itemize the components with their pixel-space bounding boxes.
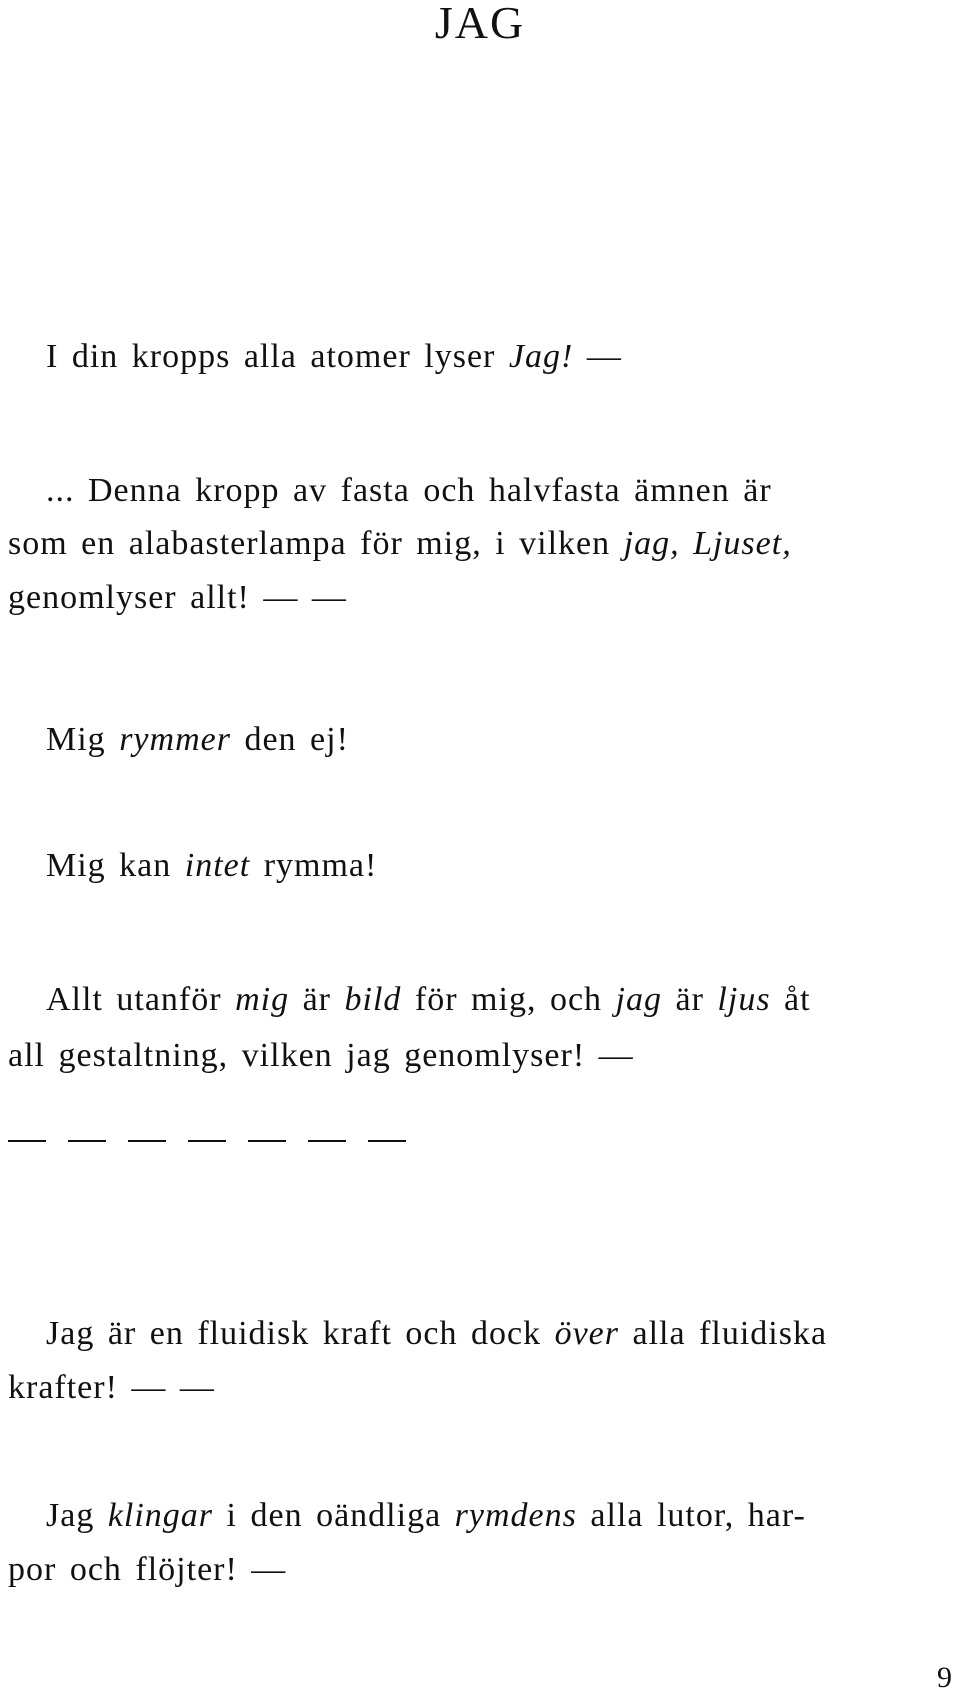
text-span: I din kropps alla atomer lyser <box>46 338 509 375</box>
text-span: är <box>662 981 718 1018</box>
italic-text: klingar <box>107 1497 214 1534</box>
divider-dash <box>308 1140 346 1142</box>
italic-text: jag <box>615 981 662 1018</box>
text-span: alla lutor, har- <box>576 1497 806 1534</box>
divider-dash <box>128 1140 166 1142</box>
divider-dash <box>368 1140 406 1142</box>
text-span: Mig <box>46 721 120 758</box>
text-span: är <box>289 981 345 1018</box>
paragraph-5-line-2: all gestaltning, vilken jag genomlyser! — <box>8 1037 634 1074</box>
paragraph-1-line-1 <box>46 337 622 377</box>
italic-text: jag, Ljuset, <box>623 525 792 562</box>
page-number: 9 <box>937 1661 952 1694</box>
text-span: som en alabasterlampa för mig, i vilken <box>8 525 624 562</box>
text-span: den ej! <box>230 721 349 758</box>
paragraph-6-line-2: krafter! — — <box>8 1369 215 1406</box>
divider-dash <box>8 1140 46 1142</box>
paragraph-7-line-1 <box>46 1496 806 1536</box>
italic-text: rymmer <box>119 721 231 758</box>
paragraph-2-line-2 <box>8 524 792 564</box>
divider-dash <box>188 1140 226 1142</box>
paragraph-3-line-1 <box>46 720 349 760</box>
text-span: Jag är en fluidisk kraft och dock <box>46 1315 555 1352</box>
text-span: Allt utanför <box>46 981 236 1018</box>
text-span: Mig kan <box>46 847 185 884</box>
italic-text: bild <box>344 981 402 1018</box>
italic-text: över <box>554 1315 620 1352</box>
text-span: i den oändliga <box>213 1497 455 1534</box>
text-span: — <box>573 338 622 375</box>
italic-text: mig <box>235 981 290 1018</box>
paragraph-4-line-1 <box>46 846 377 886</box>
section-divider <box>8 1140 406 1142</box>
paragraph-7-line-2: por och flöjter! — <box>8 1551 287 1588</box>
text-span: Jag <box>46 1497 108 1534</box>
paragraph-2-line-1: ... Denna kropp av fasta och halvfasta ämnen är <box>46 472 772 509</box>
paragraph-5-line-1 <box>46 980 811 1020</box>
paragraph-6-line-1 <box>46 1314 827 1354</box>
italic-text: intet <box>184 847 251 884</box>
paragraph-2-line-3: genomlyser allt! — — <box>8 579 347 616</box>
text-span: åt <box>770 981 811 1018</box>
italic-text: ljus <box>717 981 771 1018</box>
divider-dash <box>248 1140 286 1142</box>
text-span: för mig, och <box>401 981 616 1018</box>
page-title: JAG <box>434 0 526 48</box>
text-span: rymma! <box>250 847 378 884</box>
italic-text: rymdens <box>454 1497 577 1534</box>
text-span: alla fluidiska <box>619 1315 828 1352</box>
divider-dash <box>68 1140 106 1142</box>
italic-text: Jag! <box>508 338 574 375</box>
